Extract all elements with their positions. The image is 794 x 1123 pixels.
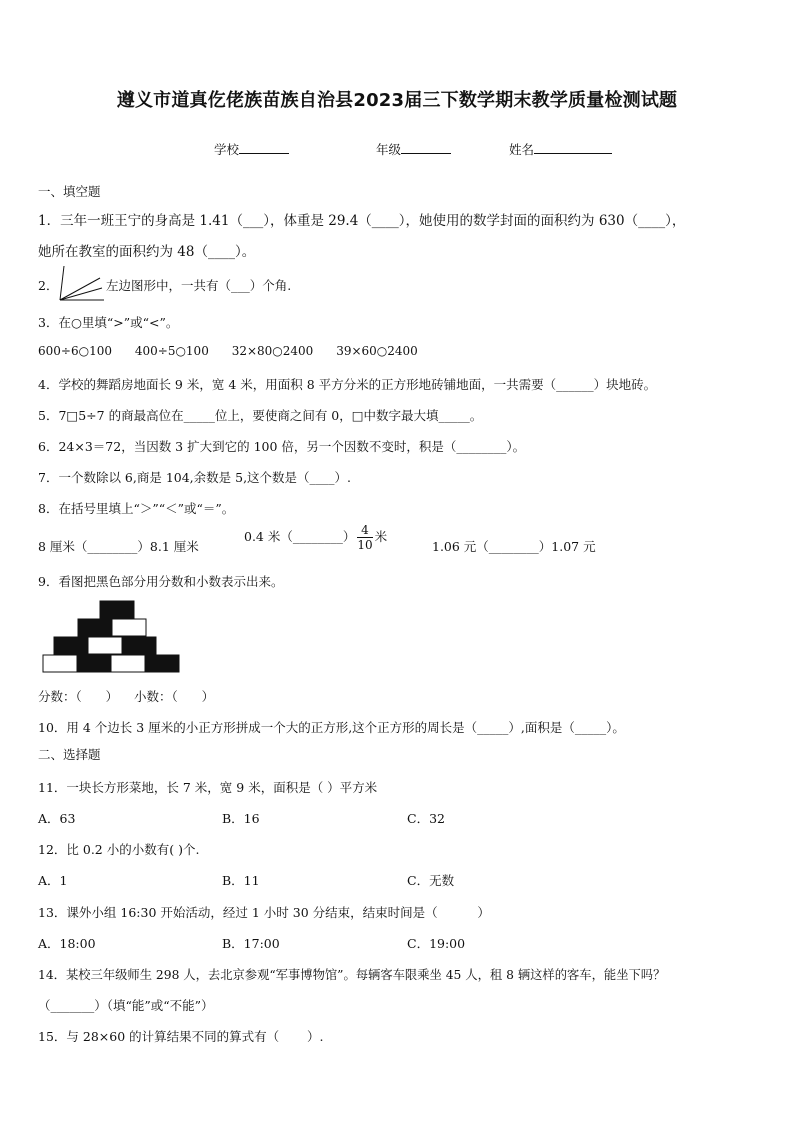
question-8-c: 1.06 元（________）1.07 元 <box>432 539 596 554</box>
question-11-option-c: C．32 <box>407 811 445 826</box>
question-8-a: 8 厘米（________）8.1 厘米 <box>38 539 199 554</box>
school-label: 学校 <box>214 142 240 157</box>
question-8-b-unit: 米 <box>374 529 388 544</box>
question-12: 12．比 0.2 小的小数有( )个. <box>38 842 200 857</box>
question-3-title: 3．在○里填“>”或“<”。 <box>38 315 179 330</box>
question-13-option-c: C．19:00 <box>407 936 466 951</box>
grade-label: 年级 <box>376 142 402 157</box>
question-14-line1: 14．某校三年级师生 298 人，去北京参观“军事博物馆”。每辆客车限乘坐 45 人，租 8 辆这样的客车，能坐下吗？ <box>38 968 666 982</box>
question-9-answer: 分数：（ ） 小数：（ ） <box>38 689 215 704</box>
question-2-text: 左边图形中，一共有（___）个角. <box>106 278 292 293</box>
question-8-b <box>244 524 387 551</box>
question-8-b-prefix: 0.4 米（________） <box>244 529 356 544</box>
question-4: 4．学校的舞蹈房地面长 9 米，宽 4 米，用面积 8 平方分米的正方形地砖铺地面，一共需要（______）块地砖。 <box>38 377 657 392</box>
name-blank <box>534 141 612 154</box>
question-6: 6．24×3＝72，当因数 3 扩大到它的 100 倍，另一个因数不变时，积是（________）。 <box>38 439 526 454</box>
question-11-option-b: B．16 <box>222 811 260 826</box>
question-14-line2: （_______）（填“能”或“不能”） <box>38 998 214 1013</box>
fraction-denominator: 10 <box>357 538 373 552</box>
question-1-line2: 她所在教室的面积约为 48（____）。 <box>38 244 256 260</box>
name-field <box>509 140 612 158</box>
question-12-option-b: B．11 <box>222 873 260 888</box>
angle-figure <box>56 264 106 302</box>
section-choice: 二、选择题 <box>38 747 101 762</box>
question-2-number: 2． <box>38 278 59 293</box>
question-15: 15．与 28×60 的计算结果不同的算式有（ ）. <box>38 1029 324 1044</box>
name-label: 姓名 <box>509 142 535 157</box>
fraction <box>357 524 372 551</box>
question-12-option-c: C．无数 <box>407 873 455 888</box>
question-13: 13．课外小组 16:30 开始活动，经过 1 小时 30 分结束，结束时间是（ ） <box>38 905 490 920</box>
question-10: 10．用 4 个边长 3 厘米的小正方形拼成一个大的正方形,这个正方形的周长是（_____）,面积是（_____）。 <box>38 720 625 735</box>
question-13-option-b: B．17:00 <box>222 936 280 951</box>
question-9-title: 9．看图把黑色部分用分数和小数表示出来。 <box>38 574 284 589</box>
question-13-option-a: A．18:00 <box>38 936 96 951</box>
question-8-title: 8．在括号里填上“＞”“＜”或“＝”。 <box>38 501 235 516</box>
fraction-numerator: 4 <box>357 524 372 538</box>
page-title: 遵义市道真仡佬族苗族自治县2023届三下数学期末教学质量检测试题 <box>116 90 678 111</box>
grade-field <box>376 140 451 158</box>
question-12-option-a: A．1 <box>38 873 68 888</box>
question-3-items: 600÷6○100 400÷5○100 32×80○2400 39×60○2400 <box>38 344 418 358</box>
question-11-option-a: A．63 <box>38 811 76 826</box>
brick-pyramid-figure <box>42 600 182 674</box>
question-1-line1: 1．三年一班王宁的身高是 1.41（___），体重是 29.4（____），她使用的数学封面的面积约为 630（____）， <box>38 213 686 229</box>
section-fill-blank: 一、填空题 <box>38 184 101 199</box>
school-blank <box>239 141 289 154</box>
school-field <box>214 140 289 158</box>
question-5: 5．7□5÷7 的商最高位在_____位上，要使商之间有 0，□中数字最大填_____。 <box>38 408 483 423</box>
question-7: 7．一个数除以 6,商是 104,余数是 5,这个数是（____）. <box>38 470 352 485</box>
question-11: 11．一块长方形菜地，长 7 米，宽 9 米，面积是（ ）平方米 <box>38 780 378 795</box>
grade-blank <box>401 141 451 154</box>
